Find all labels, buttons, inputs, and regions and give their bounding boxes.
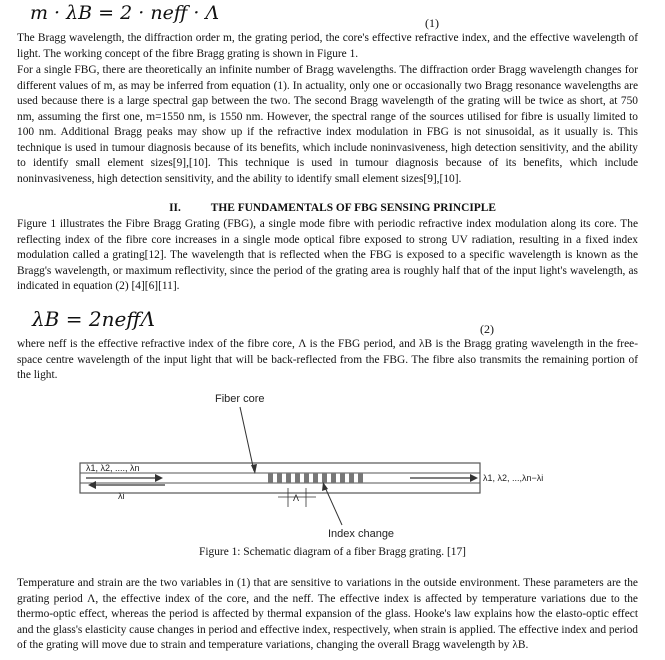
section-title: THE FUNDAMENTALS OF FBG SENSING PRINCIPLE: [210, 202, 496, 214]
label-period: Λ: [293, 493, 300, 503]
equation-1-text: m · λB = 2 · neff · Λ: [30, 2, 220, 24]
equation-2-text: λB = 2neffΛ: [32, 307, 155, 331]
paragraph-final: Temperature and strain are the two variables in (1) that are sensitive to variations in the outside environment. These parameters are the grating period Λ, the effective index of the core, and the neff. The effective index is affected by temperature variations due to the thermo-optic effect, whereas the period is affected by thermal expansion of the glass. Hooke's law explains how the elasto-optic effect and the glass's elasticity cause changes in period and effective index, respectively, when strain is applied. The effective index and period of the grating will move due to strain and temperature variations, changing the overall Bragg wavelength by λB.: [17, 577, 638, 651]
label-index-change: Index change: [328, 528, 395, 540]
figure-caption: Figure 1: Schematic diagram of a fiber Bragg grating. [17]: [199, 546, 466, 558]
paragraph-intro-1: The Bragg wavelength, the diffraction order m, the grating period, the core's effective refractive index, and the effective wavelength of light. The working concept of the fibre Bragg grating is shown in Figure 1.: [17, 32, 638, 60]
paragraph-after-eq2: where neff is the effective refractive index of the fibre core, Λ is the FBG period, and λB is the Bragg grating wavelength in the free-space centre wavelength of the input light that will be back-reflected from the FBG. The fibre also transmits the remaining portion of the light.: [17, 338, 638, 381]
label-transmitted-wavelengths: λ1, λ2, ...,λn−λi: [483, 473, 544, 483]
label-reflected-wavelength: λi: [118, 491, 125, 501]
equation-2-number: (2): [480, 322, 494, 336]
label-input-wavelengths: λ1, λ2, ...., λn: [86, 463, 140, 473]
equation-1: [30, 2, 219, 24]
paragraph-intro-2: For a single FBG, there are theoretically an infinite number of Bragg wavelengths. The diffraction order Bragg wavelength changes for different values of m, as may be inferred from equation (1). In actuality, only one or occasionally two Bragg resonance wavelengths are used because there is a large spectral gap between the two. The second Bragg wavelength of the grating will be twice as short, at 750 nm, assuming the first one, m=1550 nm, is 1550 nm. However, the spectral range of the sources utilised for fibre is usually limited to 100 nm. Additional Bragg peaks may show up if the refractive index modulation in FBG is not sinusoidal, as it usually is. This technique is used in tumour diagnosis because of its benefits, which include noninvasiveness, high detection sensitivity, and the ability to identify small element sizes[9],[10]. This technique is used in tumour diagnosis because of its benefits, which include noninvasiveness, high detection sensitivity, and the ability to identify small element sizes[9],[10].: [17, 64, 638, 185]
section-heading: [0, 202, 665, 214]
fbg-schematic-diagram: [70, 385, 590, 545]
equation-2: [32, 307, 155, 331]
fiber-core-pointer: [240, 407, 254, 471]
label-fiber-core: Fiber core: [215, 393, 265, 405]
section-number: II.: [169, 202, 181, 214]
equation-1-number: (1): [425, 16, 439, 30]
paragraph-section: Figure 1 illustrates the Fibre Bragg Grating (FBG), a single mode fibre with periodic refractive index modulation along its core. The reflecting index of the fibre core increases in a single mode optical fibre exposed to strong UV radiation, resulting in a fixed index modulation called a grating[12]. The wavelength that is reflected when the FBG is exposed to a specific wavelength is known as the Bragg's wavelength, or maximum reflectivity, since the period of the grating area is roughly half that of the input light's wavelength, as indicated in equation (2) [4][6][11].: [17, 218, 638, 292]
